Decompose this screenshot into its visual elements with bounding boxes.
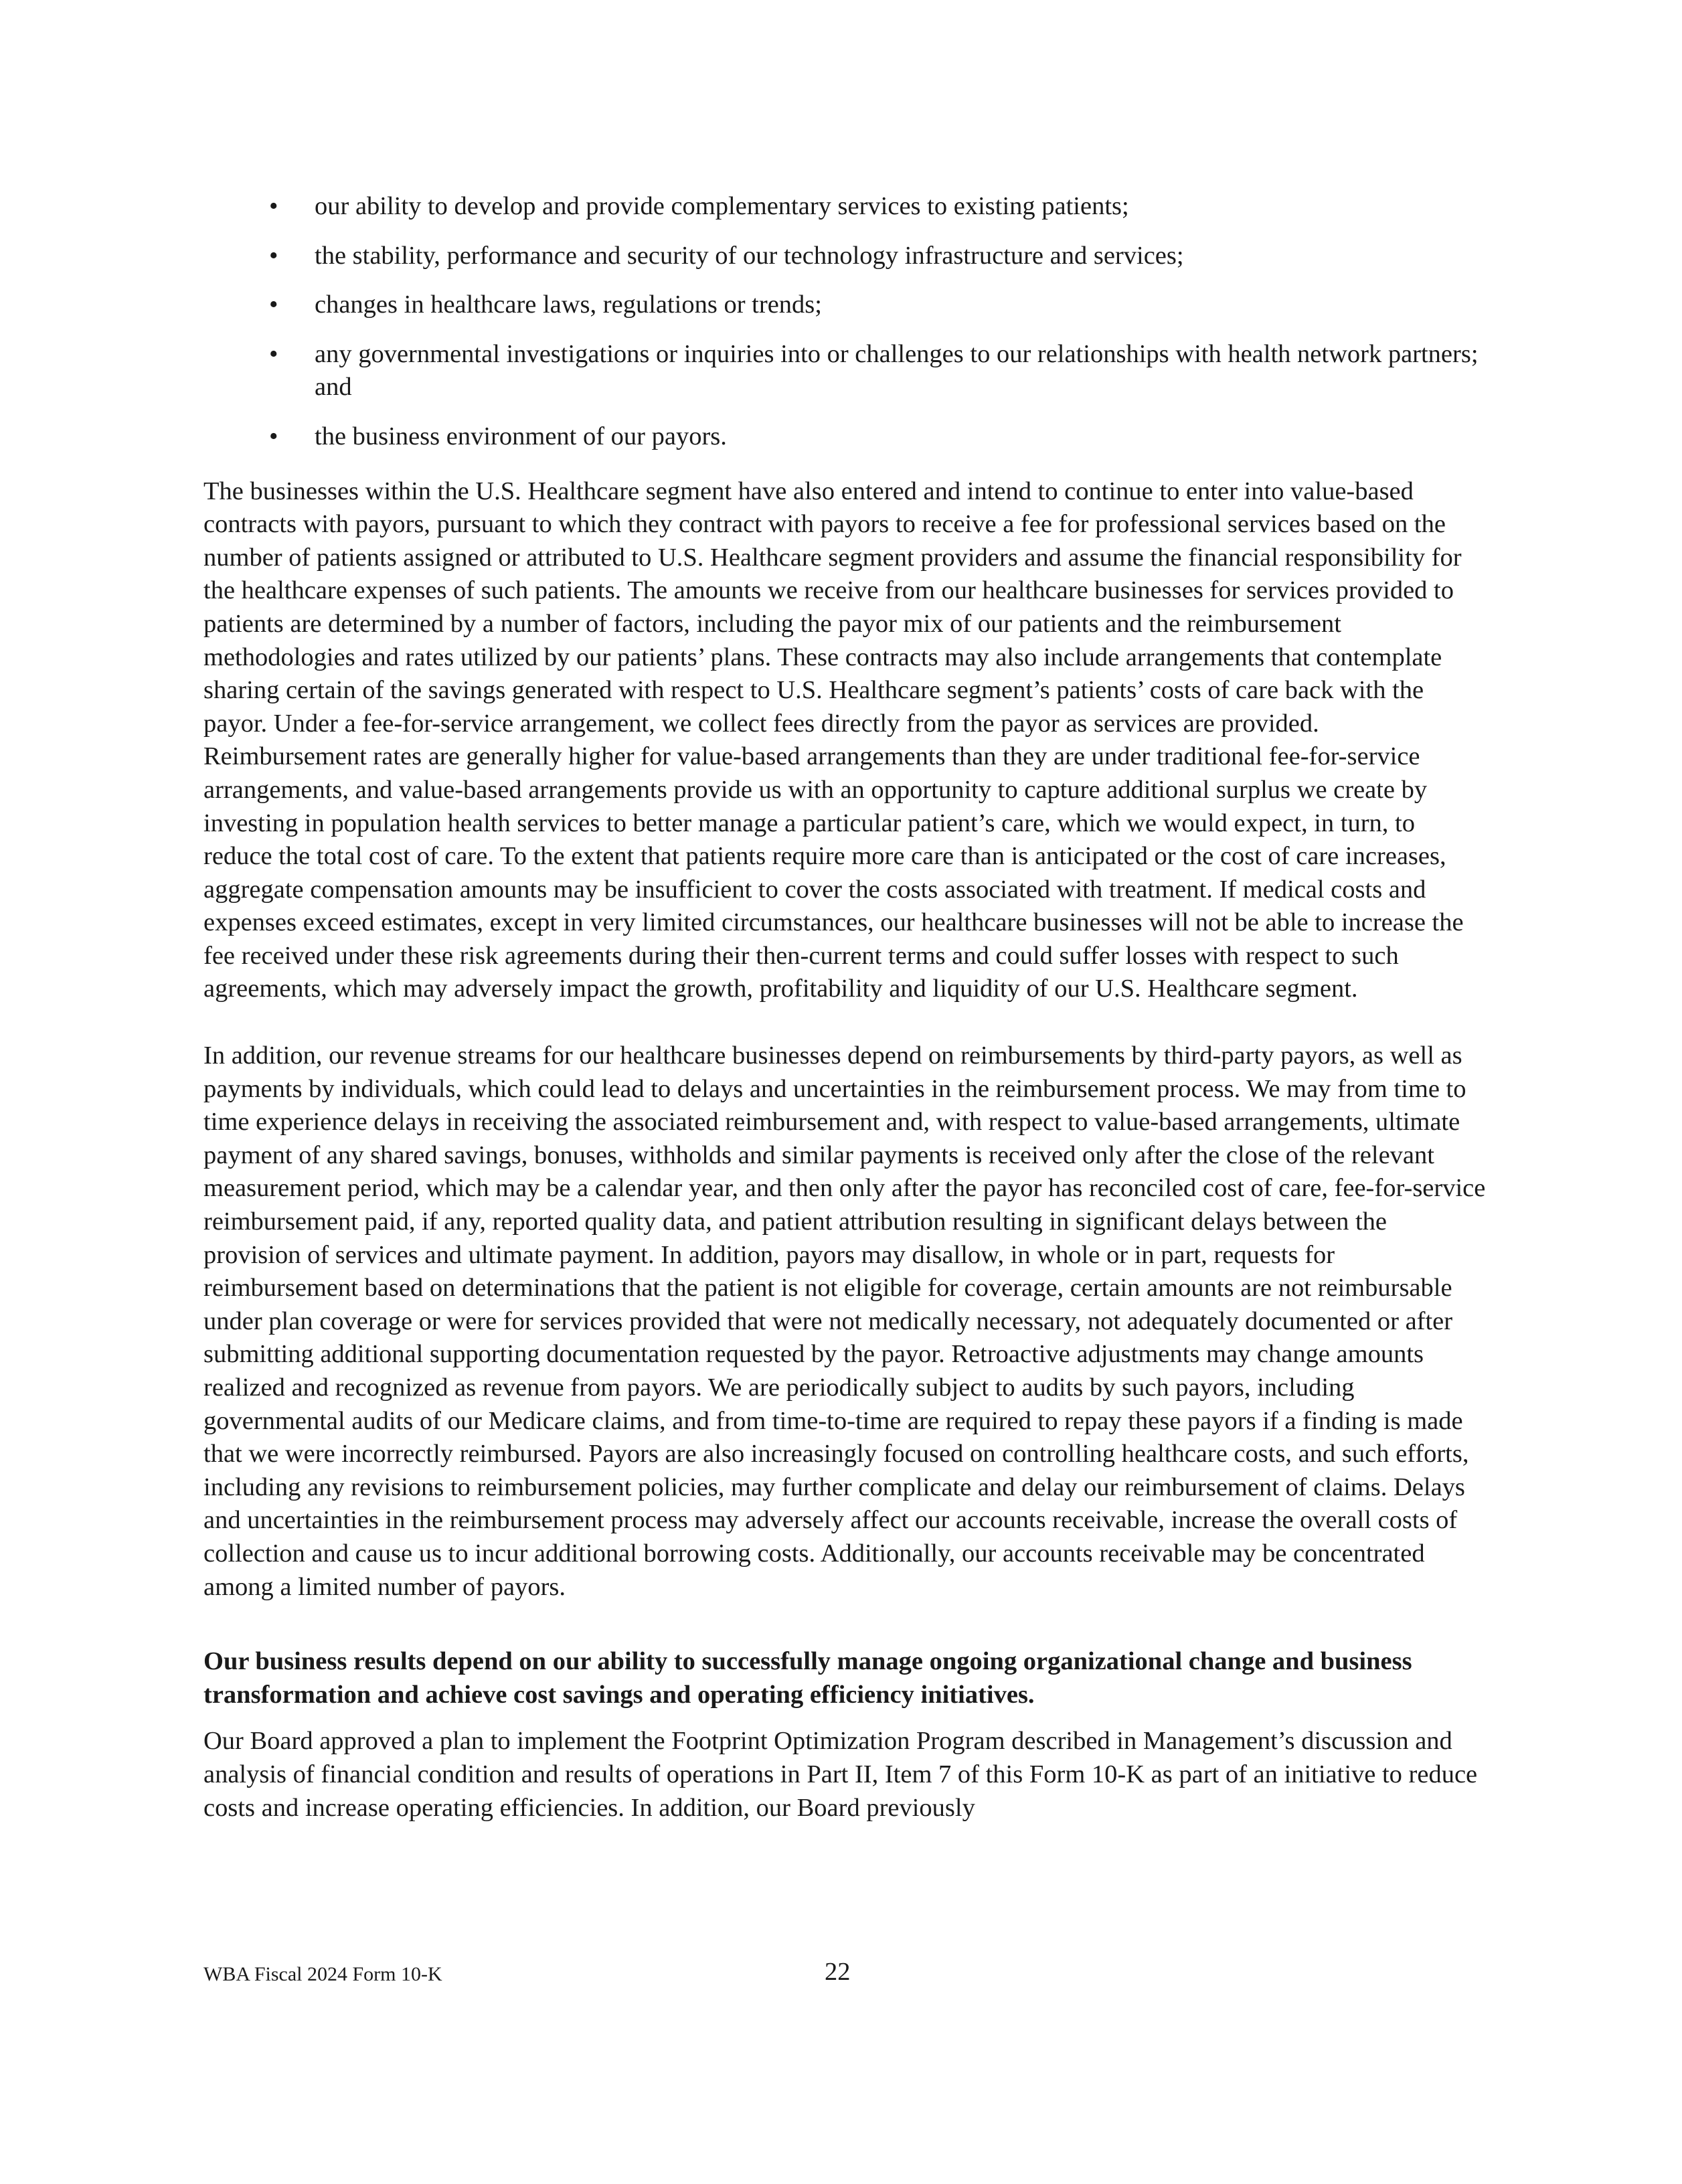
bullet-text: changes in healthcare laws, regulations or trends; [315,290,822,319]
footer-document-label: WBA Fiscal 2024 Form 10-K [203,1963,442,1985]
bullet-symbol: • [269,339,278,368]
risk-factor-heading: Our business results depend on our ability to successfully manage ongoing organizational change and business transformation and achieve cost savings and operating efficiency initiatives. [203,1647,1412,1709]
bullet-text: the stability, performance and security of our technology infrastructure and services; [315,241,1184,270]
bullet-text: our ability to develop and provide complementary services to existing patients; [315,192,1129,220]
body-paragraph-reimbursement: In addition, our revenue streams for our healthcare businesses depend on reimbursements by third-party payors, as well as payments by individuals, which could lead to delays and uncertainties in the reimbursement process. We may from time to time experience delays in receiving the associated reimbursement and, with respect to value-based arrangements, ultimate payment of any shared savings, bonuses, withholds and similar payments is received only after the close of the relevant measurement period, which may be a calendar year, and then only after the payor has reconciled cost of care, fee-for-service reimbursement paid, if any, reported quality data, and patient attribution resulting in significant delays between the provision of services and ultimate payment. In addition, payors may disallow, in whole or in part, requests for reimbursement based on determinations that the patient is not eligible for coverage, certain amounts are not reimbursable under plan coverage or were for services provided that were not medically necessary, not adequately documented or after submitting additional supporting documentation requested by the payor. Retroactive adjustments may change amounts realized and recognized as revenue from payors. We are periodically subject to audits by such payors, including governmental audits of our Medicare claims, and from time-to-time are required to repay these payors if a finding is made that we were incorrectly reimbursed. Payors are also increasingly focused on controlling healthcare costs, and such efforts, including any revisions to reimbursement policies, may further complicate and delay our reimbursement of claims. Delays and uncertainties in the reimbursement process may adversely affect our accounts receivable, increase the overall costs of collection and cause us to incur additional borrowing costs. Additionally, our accounts receivable may be concentrated among a limited number of payors. [203,1041,1486,1601]
body-paragraph-footprint-optimization: Our Board approved a plan to implement the Footprint Optimization Program described in Management’s discussion and analysis of financial condition and results of operations in Part II, Item 7 of this Form 10-K as part of an initiative to reduce costs and increase operating efficiencies. In addition, our Board previously [203,1727,1478,1822]
bullet-symbol: • [269,241,278,270]
bullet-list [203,190,1489,454]
bullet-item [269,240,1489,273]
bullet-item [269,338,1489,404]
page-number: 22 [825,1958,851,1986]
bullet-symbol: • [269,290,278,319]
page-content [203,190,1489,1858]
bullet-text: the business environment of our payors. [315,422,727,450]
bullet-item [269,288,1489,322]
bullet-item [269,420,1489,454]
bullet-text: any governmental investigations or inquiries into or challenges to our relationships with health network partners; and [315,339,1479,402]
bullet-symbol: • [269,192,278,220]
bullet-item [269,190,1489,224]
body-paragraph-value-based-contracts: The businesses within the U.S. Healthcare segment have also entered and intend to continue to enter into value-based contracts with payors, pursuant to which they contract with payors to receive a fee for professional services based on the number of patients assigned or attributed to U.S. Healthcare segment providers and assume the financial responsibility for the healthcare expenses of such patients. The amounts we receive from our healthcare businesses for services provided to patients are determined by a number of factors, including the payor mix of our patients and the reimbursement methodologies and rates utilized by our patients’ plans. These contracts may also include arrangements that contemplate sharing certain of the savings generated with respect to U.S. Healthcare segment’s patients’ costs of care back with the payor. Under a fee-for-service arrangement, we collect fees directly from the payor as services are provided. Reimbursement rates are generally higher for value-based arrangements than they are under traditional fee-for-service arrangements, and value-based arrangements provide us with an opportunity to capture additional surplus we create by investing in population health services to better manage a particular patient’s care, which we would expect, in turn, to reduce the total cost of care. To the extent that patients require more care than is anticipated or the cost of care increases, aggregate compensation amounts may be insufficient to cover the costs associated with treatment. If medical costs and expenses exceed estimates, except in very limited circumstances, our healthcare businesses will not be able to increase the fee received under these risk agreements during their then-current terms and could suffer losses with respect to such agreements, which may adversely impact the growth, profitability and liquidity of our U.S. Healthcare segment. [203,477,1464,1003]
bullet-symbol: • [269,422,278,450]
